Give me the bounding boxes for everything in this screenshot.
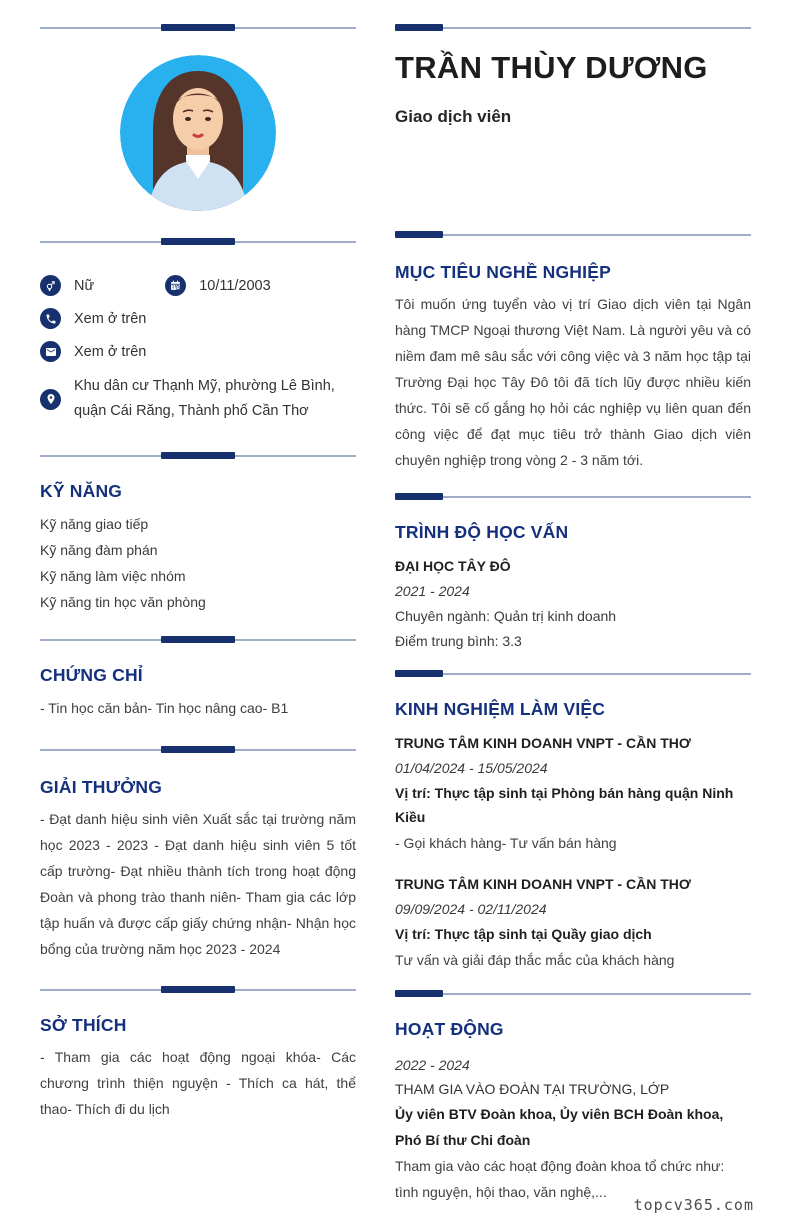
phone-value: Xem ở trên bbox=[74, 311, 147, 327]
divider-accent bbox=[395, 231, 443, 238]
experience-heading: KINH NGHIỆM LÀM VIỆC bbox=[395, 699, 606, 719]
hobbies-text: - Tham gia các hoạt động ngoại khóa- Các chương trình thiện nguyện - Thích ca hát, thể thao- Thích đi du lịch bbox=[40, 1049, 356, 1117]
divider-line bbox=[395, 234, 751, 236]
hobbies-heading: SỞ THÍCH bbox=[40, 1015, 127, 1035]
experience-job bbox=[395, 731, 751, 855]
hobbies-section bbox=[40, 1015, 356, 1122]
divider-accent bbox=[395, 24, 443, 31]
divider-accent bbox=[161, 636, 235, 643]
job-period: 09/09/2024 - 02/11/2024 bbox=[395, 901, 547, 917]
contact-row-phone bbox=[40, 308, 356, 330]
certificates-heading: CHỨNG CHỈ bbox=[40, 665, 143, 685]
location-icon bbox=[40, 389, 61, 410]
avatar-illustration bbox=[120, 55, 276, 211]
divider-line bbox=[395, 27, 751, 29]
contact-gender bbox=[40, 275, 94, 297]
skills-list bbox=[40, 511, 356, 615]
contact-row-gender-birthday bbox=[40, 275, 356, 297]
objective-heading: MỤC TIÊU NGHỀ NGHIỆP bbox=[395, 262, 611, 282]
activities-heading: HOẠT ĐỘNG bbox=[395, 1019, 504, 1039]
candidate-job-title: Giao dịch viên bbox=[395, 107, 512, 126]
education-period: 2021 - 2024 bbox=[395, 583, 470, 599]
section-divider bbox=[395, 990, 751, 997]
experience-section bbox=[395, 699, 751, 972]
section-divider bbox=[40, 746, 356, 753]
gender-icon bbox=[40, 275, 61, 296]
divider-line bbox=[395, 496, 751, 498]
certificates-section bbox=[40, 665, 356, 721]
skill-item: Kỹ năng tin học văn phòng bbox=[40, 594, 206, 610]
job-description: Tư vấn và giải đáp thắc mắc của khách hàng bbox=[395, 952, 675, 968]
divider-accent bbox=[161, 24, 235, 31]
divider-accent bbox=[161, 238, 235, 245]
profile-photo bbox=[120, 55, 276, 211]
email-icon bbox=[40, 341, 61, 362]
section-divider bbox=[40, 636, 356, 643]
activities-section bbox=[395, 1019, 751, 1205]
job-period: 01/04/2024 - 15/05/2024 bbox=[395, 760, 548, 776]
contact-row-email bbox=[40, 341, 356, 363]
divider-line bbox=[395, 993, 751, 995]
address-value: Khu dân cư Thạnh Mỹ, phường Lê Bình, quận Cái Răng, Thành phố Cần Thơ bbox=[74, 378, 335, 419]
job-description: - Gọi khách hàng- Tư vấn bán hàng bbox=[395, 835, 617, 851]
activities-organization: THAM GIA VÀO ĐOÀN TẠI TRƯỜNG, LỚP bbox=[395, 1081, 670, 1097]
footer-brand-link[interactable]: topcv365.com bbox=[633, 1196, 754, 1214]
awards-heading: GIẢI THƯỞNG bbox=[40, 777, 163, 797]
divider-line bbox=[395, 673, 751, 675]
divider-accent bbox=[161, 986, 235, 993]
education-gpa: Điểm trung bình: 3.3 bbox=[395, 633, 522, 649]
activities-period: 2022 - 2024 bbox=[395, 1057, 470, 1073]
email-value: Xem ở trên bbox=[74, 344, 147, 360]
section-divider bbox=[395, 493, 751, 500]
job-position: Vị trí: Thực tập sinh tại Quầy giao dịch bbox=[395, 926, 652, 942]
education-school: ĐẠI HỌC TÂY ĐÔ bbox=[395, 558, 511, 574]
section-divider bbox=[40, 24, 356, 31]
phone-icon bbox=[40, 308, 61, 329]
skill-item: Kỹ năng làm việc nhóm bbox=[40, 568, 186, 584]
education-section bbox=[395, 522, 751, 653]
contact-birthday bbox=[165, 275, 271, 297]
calendar-icon bbox=[165, 275, 186, 296]
birthday-value: 10/11/2003 bbox=[199, 278, 271, 294]
education-major: Chuyên ngành: Quản trị kinh doanh bbox=[395, 608, 617, 624]
skill-item: Kỹ năng giao tiếp bbox=[40, 516, 149, 532]
left-column bbox=[40, 0, 356, 1122]
experience-job bbox=[395, 872, 751, 972]
activities-description: Tham gia vào các hoạt động đoàn khoa tổ chức như: tình nguyện, hội thao, văn nghệ,... bbox=[395, 1158, 725, 1200]
skills-section bbox=[40, 481, 356, 615]
education-heading: TRÌNH ĐỘ HỌC VẤN bbox=[395, 522, 569, 542]
contact-row-address bbox=[40, 374, 356, 424]
right-column bbox=[395, 0, 751, 1205]
awards-section bbox=[40, 777, 356, 962]
divider-accent bbox=[395, 990, 443, 997]
contact-info bbox=[40, 275, 356, 424]
awards-text: - Đạt danh hiệu sinh viên Xuất sắc tại trường năm học 2023 - 2023 - Đạt danh hiệu sinh viên 5 tốt cấp trường- Đạt nhiều thành tích trong hoạt động Đoàn và phong trào thanh niên- Tham gia các lớp tập huấn và được cấp giấy chứng nhận- Nhận học bổng của trường năm học 2023 - 2024 bbox=[40, 811, 356, 957]
certificates-text: - Tin học căn bản- Tin học nâng cao- B1 bbox=[40, 700, 289, 716]
section-divider bbox=[40, 986, 356, 993]
section-divider bbox=[395, 670, 751, 677]
divider-accent bbox=[161, 452, 235, 459]
objective-section bbox=[395, 262, 751, 473]
skills-heading: KỸ NĂNG bbox=[40, 481, 123, 501]
section-divider bbox=[40, 238, 356, 245]
divider-accent bbox=[395, 670, 443, 677]
job-company: TRUNG TÂM KINH DOANH VNPT - CẦN THƠ bbox=[395, 735, 691, 751]
divider-accent bbox=[161, 746, 235, 753]
activities-role: Ủy viên BTV Đoàn khoa, Ủy viên BCH Đoàn khoa, Phó Bí thư Chi đoàn bbox=[395, 1106, 724, 1148]
skill-item: Kỹ năng đàm phán bbox=[40, 542, 158, 558]
section-divider bbox=[40, 452, 356, 459]
job-position: Vị trí: Thực tập sinh tại Phòng bán hàng quận Ninh Kiều bbox=[395, 785, 734, 825]
divider-accent bbox=[395, 493, 443, 500]
section-divider bbox=[395, 24, 751, 31]
gender-value: Nữ bbox=[74, 278, 95, 294]
objective-text: Tôi muốn ứng tuyển vào vị trí Giao dịch viên tại Ngân hàng TMCP Ngoại thương Việt Nam. Là người yêu và có niềm đam mê sâu sắc với công việc và 3 năm học tập tại Trường Đại học Tây Đô tôi đã tích lũy được nhiều kiến thức. Tôi sẽ cố gắng họ hỏi các nghiệp vụ liên quan đến công việc để đạt mục tiêu trở thành Giao dịch viên chuyên nghiệp trong vòng 2 - 3 năm tới. bbox=[395, 296, 751, 468]
job-company: TRUNG TÂM KINH DOANH VNPT - CẦN THƠ bbox=[395, 876, 691, 892]
candidate-name: TRẦN THÙY DƯƠNG bbox=[395, 50, 708, 85]
section-divider bbox=[395, 231, 751, 238]
